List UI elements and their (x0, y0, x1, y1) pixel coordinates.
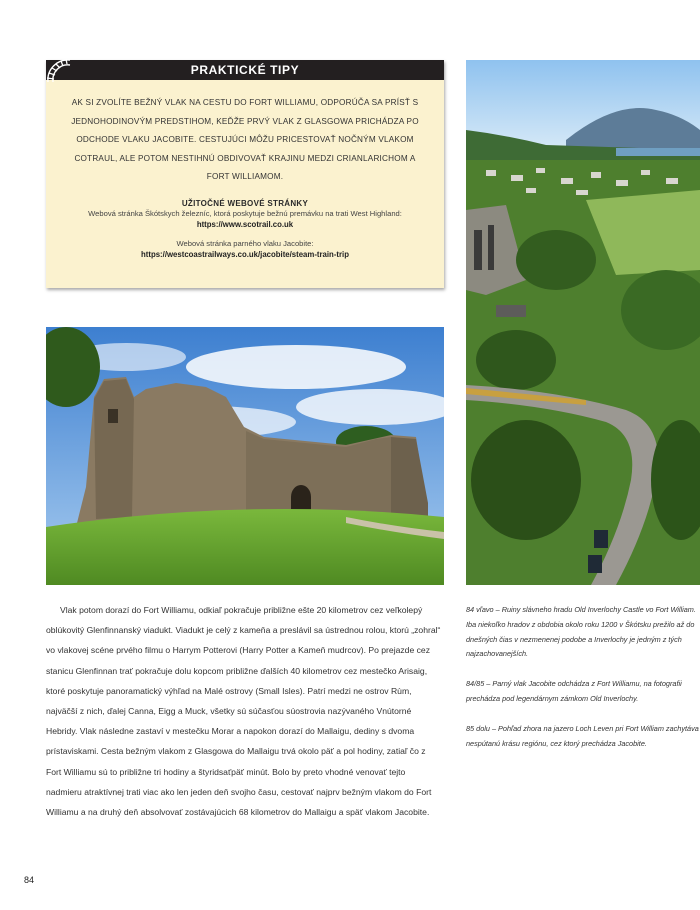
tips-title: PRAKTICKÉ TIPY (190, 63, 300, 77)
photo-captions (466, 603, 700, 766)
site2-description: Webová stránka parného vlaku Jacobite: (176, 238, 314, 248)
scotrail-link[interactable]: https://www.scotrail.co.uk (196, 220, 294, 229)
loch-leven-aerial-photo (466, 60, 700, 585)
caption-train: 84/85 – Parný vlak Jacobite odchádza z Fort Williamu, na fotografii prechádza pod legendárnym zámkom Old Inverlochy. (466, 679, 682, 703)
caption-loch-leven: 85 dolu – Pohľad zhora na jazero Loch Leven pri Fort William zachytáva nespútanú krásu regiónu, cez ktorý prechádza Jacobite. (466, 723, 699, 748)
body-text: Vlak potom dorazí do Fort Williamu, odkiaľ pokračuje približne ešte 20 kilometrov cez veľkolepý oblúkovitý Glenfinnanský viadukt. Viadukt je celý z kameňa a preslávil sa ústrednou rolou, ktorú „zohral“ vo vlakovej scéne prvého filmu o Harrym Potterovi (Harry Potter a Kameň mudrcov). Po prejazde cez stanicu Glenfinnan trať pokračuje dolu kopcom približne ďalších 40 kilometrov cez mestečko Arisaig, ktoré poskytuje panoramatický výhľad na Malé ostrovy (Small Isles). Patrí medzi ne ostrov Rùm, najväčší z nich, ďalej Canna, Eigg a Muck, všetky sú súčasťou súostrovia nazývaného Vnútorné Hebridy. Vlak následne zastaví v mestečku Morar a napokon dorazí do Mallaigu, dediny s dvoma prístaviskami. Cesta bežným vlakom z Glasgowa do Mallaigu trvá okolo päť a pol hodiny, zatiaľ čo z Fort Williamu sú to približne tri hodiny a štyridsaťpäť minút. Bolo by preto vhodné venovať tejto nadmieru atraktívnej trati viac ako len jeden deň svojho času, cestovať najprv bežným vlakom do Fort Williamu a na druhý deň absolvovať zostávajúcich 68 kilometrov do Mallaigu a späť vlakom Jacobite. (46, 605, 441, 818)
useful-websites-heading: UŽITOČNÉ WEBOVÉ STRÁNKY (181, 198, 309, 208)
site1-description: Webová stránka Škótskych železníc, ktorá poskytuje bežnú premávku na trati West Highland: (88, 208, 402, 218)
tips-header (46, 60, 444, 80)
castle-ruins-photo (46, 327, 444, 585)
jacobite-link[interactable]: https://westcoastrailways.co.uk/jacobite/steam-train-trip (141, 250, 349, 259)
page-number: 84 (24, 875, 35, 885)
tips-paragraph: AK SI ZVOLÍTE BEŽNÝ VLAK NA CESTU DO FORT WILLIAMU, ODPORÚČA SA PRÍSŤ S JEDNOHODINOVÝM PREDSTIHOM, KEĎŽE PRVÝ VLAK Z GLASGOWA PRICHÁDZA PO ODCHODE VLAKU JACOBITE. CESTUJÚCI MÔŽU PRICESTOVAŤ NOČNÝM VLAKOM COTRAUL, ALE POTOM NESTIHNÚ OBDIVOVAŤ KRAJINU MEDZI CRIANLARICHOM A FORT WILLIAMOM. (71, 98, 419, 181)
caption-castle: 84 vľavo – Ruiny slávneho hradu Old Inverlochy Castle vo Fort William. Iba niekoľko hradov z obdobia okolo roku 1200 v Škótsku prežilo až do dnešných čias v nezmenenej podobe a Inverlochy je jedným z tých najzachovanejších. (466, 605, 696, 659)
practical-tips-box (46, 60, 444, 288)
